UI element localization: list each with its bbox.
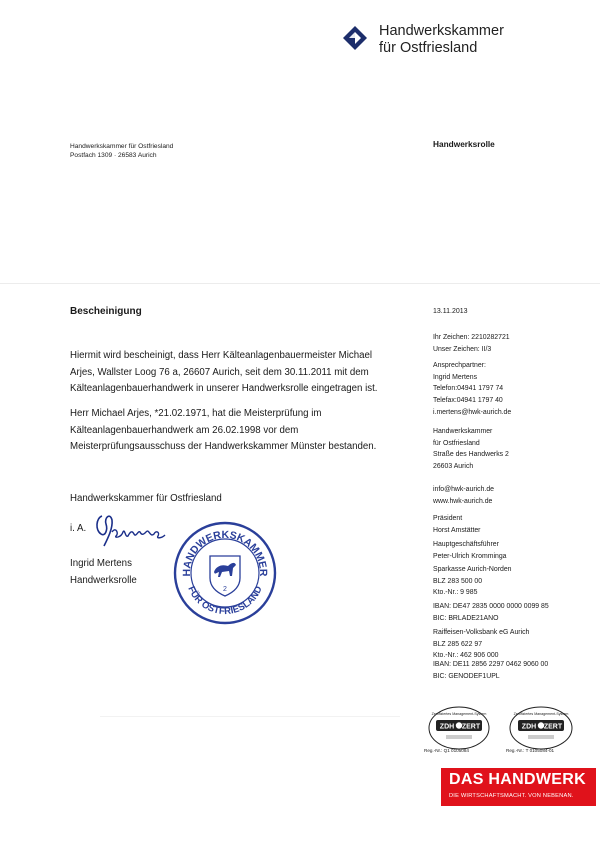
bank2-block bbox=[433, 627, 529, 662]
president-block bbox=[433, 513, 480, 536]
our-reference: Unser Zeichen: II/3 bbox=[433, 345, 492, 353]
bank1-blz: BLZ 283 500 00 bbox=[433, 577, 483, 585]
badge2-top-text: Zertifiziertes Management-System bbox=[513, 712, 569, 716]
badge1-mark2: ZERT bbox=[461, 723, 481, 731]
bank2-name: Raiffeisen-Volksbank eG Aurich bbox=[433, 629, 530, 636]
address-line: 26603 Aurich bbox=[433, 463, 474, 471]
zdh-zert-badge-icon bbox=[428, 705, 490, 751]
das-handwerk-banner bbox=[441, 768, 596, 806]
address-block bbox=[433, 426, 509, 473]
website-link[interactable]: www.hwk-aurich.de bbox=[433, 497, 493, 505]
fold-line bbox=[100, 716, 400, 717]
bank2-blz: BLZ 285 622 97 bbox=[433, 640, 483, 648]
iban1: IBAN: DE47 2835 0000 0000 0099 85 bbox=[433, 603, 549, 610]
badge1-mark: ZDH bbox=[439, 723, 455, 731]
ceo-label: Hauptgeschäftsführer bbox=[433, 541, 499, 548]
address-line: Handwerkskammer bbox=[433, 428, 493, 435]
sender-line1: Handwerkskammer für Ostfriesland bbox=[70, 143, 174, 150]
badge1-top-text: Zertifiziertes Management-System bbox=[431, 712, 487, 716]
zdh-zert-badge-icon bbox=[509, 705, 573, 751]
ceo-block bbox=[433, 539, 507, 562]
header-org-line1: Handwerkskammer bbox=[379, 23, 504, 39]
iban2: IBAN: DE11 2856 2297 0462 9060 00 bbox=[433, 661, 549, 668]
body-line: Kälteanlagenbauerhandwerk in unserer Handwerksrolle eingetragen ist. bbox=[70, 383, 378, 394]
iban1-block bbox=[433, 601, 549, 624]
hwk-logo-icon bbox=[342, 25, 368, 51]
president-label: Präsident bbox=[433, 515, 463, 522]
signer-block bbox=[70, 556, 137, 589]
bic2: BIC: GENODEF1UPL bbox=[433, 672, 500, 680]
body-line: Kälteanlagenbauerhandwerk am 26.02.1998 vor dem bbox=[70, 424, 299, 436]
banner-subtitle: DIE WIRTSCHAFTSMACHT. VON NEBENAN. bbox=[449, 793, 574, 799]
bic1: BIC: BRLADE21ANO bbox=[433, 614, 499, 622]
address-line: für Ostfriesland bbox=[433, 439, 480, 447]
ia-label: i. A. bbox=[70, 523, 87, 534]
contact-fax: Telefax:04941 1797 40 bbox=[433, 397, 503, 405]
closing-org: Handwerkskammer für Ostfriesland bbox=[70, 493, 222, 504]
address-line: Straße des Handwerks 2 bbox=[433, 451, 509, 459]
department-label: Handwerksrolle bbox=[433, 139, 495, 149]
signer-role: Handwerksrolle bbox=[70, 574, 137, 586]
iban2-block bbox=[433, 659, 548, 682]
fold-line bbox=[0, 283, 600, 284]
sender-address bbox=[70, 142, 173, 160]
badge2-mark: ZDH bbox=[521, 723, 537, 731]
body-paragraph-2 bbox=[70, 406, 420, 456]
handwritten-signature bbox=[92, 508, 167, 550]
badge2-mark2: ZERT bbox=[543, 723, 563, 731]
header-org-name bbox=[379, 23, 504, 57]
ceo-name: Peter-Ulrich Kromminga bbox=[433, 552, 507, 560]
body-line: Arjes, Wallster Loog 76 a, 26607 Aurich, seit dem 30.11.2011 mit dem bbox=[70, 366, 369, 378]
bank1-block bbox=[433, 564, 512, 599]
seal-number: 2 bbox=[223, 586, 227, 593]
header-org-line2: für Ostfriesland bbox=[379, 40, 478, 56]
subject: Bescheinigung bbox=[70, 306, 142, 317]
contact-block bbox=[433, 360, 511, 418]
seal-top-text: HANDWERKSKAMMER bbox=[180, 528, 270, 577]
contact-label: Ansprechpartner: bbox=[433, 362, 486, 369]
letter-date: 13.11.2013 bbox=[433, 308, 468, 315]
body-line: Hiermit wird bescheinigt, dass Herr Kälteanlagenbauermeister Michael bbox=[70, 350, 373, 361]
banner-title: DAS HANDWERK bbox=[449, 771, 586, 788]
their-reference: Ihr Zeichen: 2210282721 bbox=[433, 334, 510, 341]
sender-line2: Postfach 1309 · 26583 Aurich bbox=[70, 152, 157, 159]
body-line: Meisterprüfungsausschuss der Handwerkskammer Münster bestanden. bbox=[70, 441, 377, 452]
bank2-account: Kto.-Nr.: 462 906 000 bbox=[433, 652, 499, 660]
president-name: Horst Amstätter bbox=[433, 526, 481, 534]
badge2-reg: Reg.-Nr.: T 0105084-01 bbox=[506, 748, 555, 753]
body-line: Herr Michael Arjes, *21.02.1971, hat die Meisterprüfung im bbox=[70, 408, 322, 419]
info-email[interactable]: info@hwk-aurich.de bbox=[433, 486, 494, 493]
official-seal-stamp bbox=[172, 520, 278, 626]
contact-phone: Telefon:04941 1797 74 bbox=[433, 385, 504, 393]
bank1-name: Sparkasse Aurich-Norden bbox=[433, 566, 512, 573]
seal-bottom-text: FÜR OSTFRIESLAND bbox=[185, 584, 265, 618]
contact-email[interactable]: i.mertens@hwk-aurich.de bbox=[433, 408, 512, 416]
contact-name: Ingrid Mertens bbox=[433, 373, 478, 381]
signer-name: Ingrid Mertens bbox=[70, 558, 132, 569]
reference-block bbox=[433, 332, 510, 355]
bank1-account: Kto.-Nr.: 9 985 bbox=[433, 589, 478, 597]
body-paragraph-1 bbox=[70, 348, 420, 398]
web-block bbox=[433, 484, 494, 507]
badge1-reg: Reg.-Nr.: Q1 0105084 bbox=[424, 748, 469, 753]
